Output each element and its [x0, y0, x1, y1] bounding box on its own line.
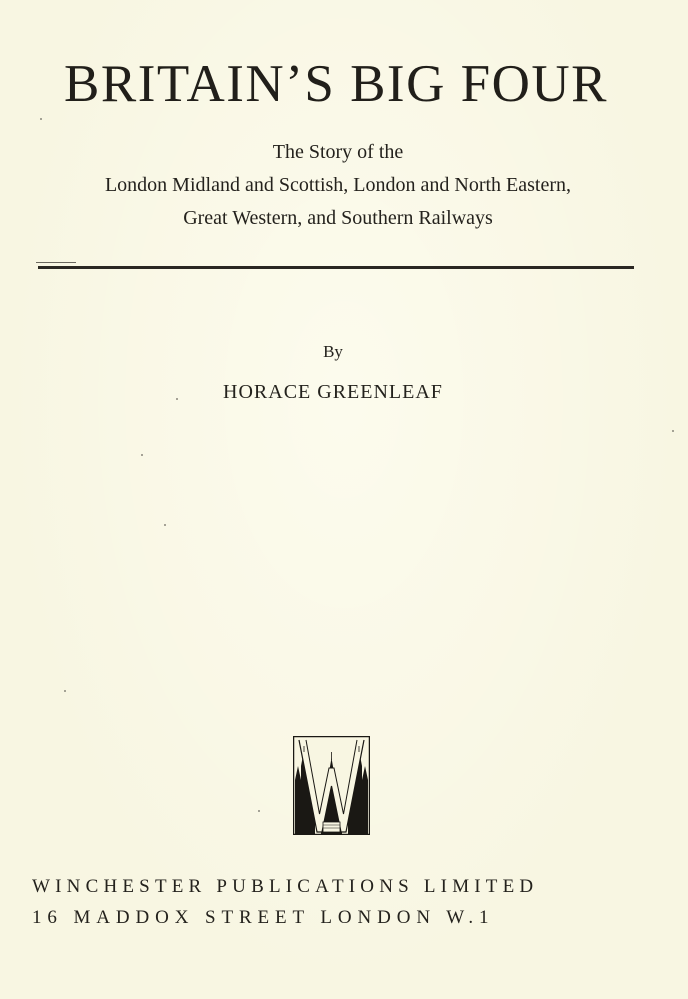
author-name: HORACE GREENLEAF	[223, 381, 443, 403]
subtitle-line-3: Great Western, and Southern Railways	[183, 207, 493, 229]
divider-accent	[36, 262, 76, 263]
publisher-name: WINCHESTER PUBLICATIONS LIMITED	[32, 876, 539, 897]
paper-speck	[672, 430, 674, 432]
paper-speck	[164, 524, 166, 526]
publisher-address: 16 MADDOX STREET LONDON W.1	[32, 907, 495, 928]
paper-speck	[40, 118, 42, 120]
subtitle-line-2: London Midland and Scottish, London and North Eastern,	[104, 174, 572, 196]
subtitle-line-1: The Story of the	[272, 141, 404, 163]
book-title: BRITAIN’S BIG FOUR	[64, 55, 608, 113]
winchester-w-cathedral-icon	[293, 736, 370, 835]
paper-speck	[176, 398, 178, 400]
paper-speck	[64, 690, 66, 692]
by-label: By	[323, 342, 343, 361]
paper-speck	[258, 810, 260, 812]
divider-rule	[38, 266, 634, 269]
paper-speck	[141, 454, 143, 456]
